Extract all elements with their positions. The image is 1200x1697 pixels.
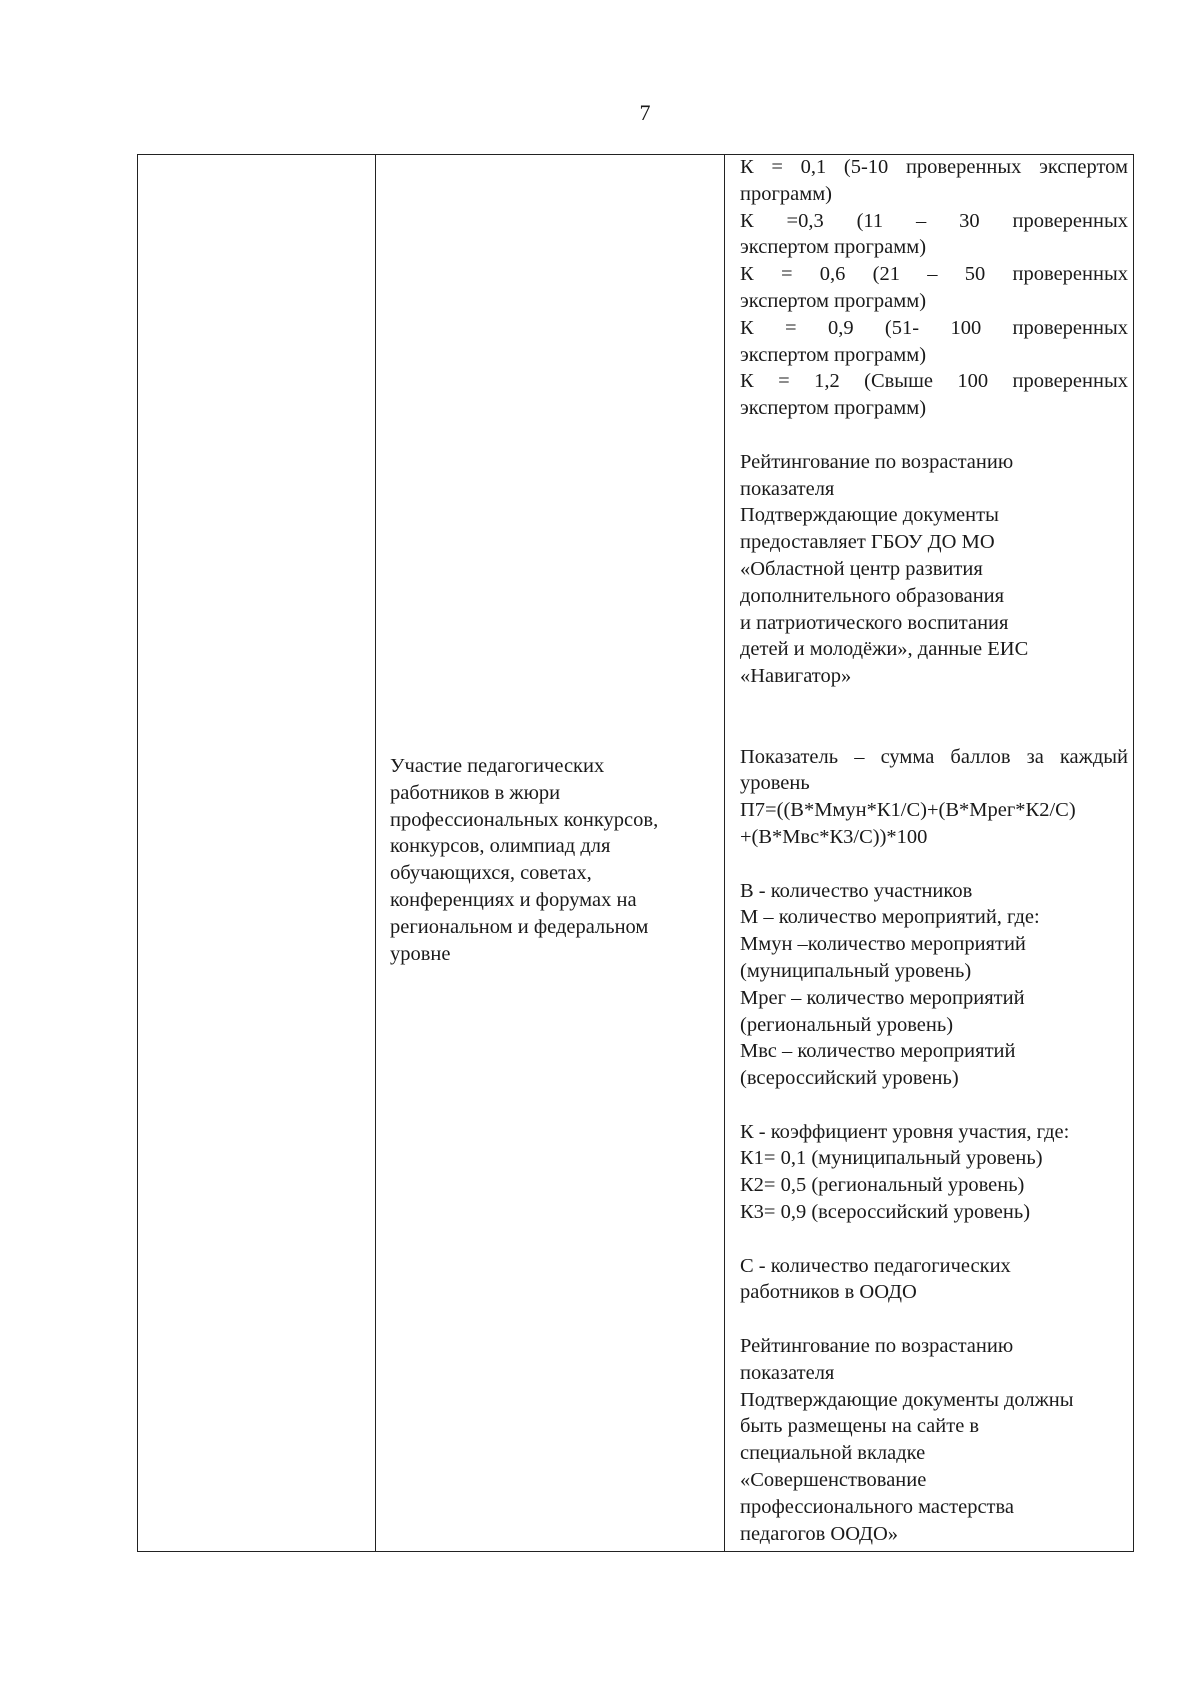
criteria-table	[137, 154, 1134, 1552]
column-divider-1	[375, 155, 376, 1551]
rating-line: Подтверждающие документы должны	[740, 1388, 1074, 1411]
criterion-line: конкурсов, олимпиад для	[390, 835, 611, 858]
criterion-cell	[390, 753, 730, 967]
indicator-line: уровень	[740, 772, 810, 795]
definition-line: М – количество мероприятий, где:	[740, 906, 1040, 929]
definition-line: (муниципальный уровень)	[740, 959, 972, 982]
methodology-cell	[738, 154, 1128, 1547]
definition-line: В - количество участников	[740, 879, 973, 902]
coefficient-line: К =0,3 (11 – 30 проверенных	[740, 209, 1128, 232]
coefficient-list	[740, 154, 1128, 422]
definitions-b-block	[740, 878, 1128, 1092]
criterion-line: Участие педагогических	[390, 755, 605, 777]
criterion-line: региональном и федеральном	[390, 915, 649, 938]
definition-line: (всероссийский уровень)	[740, 1067, 959, 1090]
coefficient-line: К = 0,1 (5-10 проверенных экспертом	[740, 156, 1128, 178]
rating-line: детей и молодёжи», данные ЕИС	[740, 638, 1029, 661]
rating-line: показателя	[740, 477, 835, 500]
definition-line: (региональный уровень)	[740, 1013, 954, 1036]
coefficient-line: экспертом программ)	[740, 397, 927, 420]
rating-line: профессионального мастерства	[740, 1495, 1015, 1518]
rating-line: предоставляет ГБОУ ДО МО	[740, 531, 995, 554]
page-number: 7	[639, 100, 651, 125]
definition-line: К2= 0,5 (региональный уровень)	[740, 1174, 1025, 1197]
rating-block-1	[740, 449, 1128, 690]
definition-line: К - коэффициент уровня участия, где:	[740, 1120, 1070, 1143]
definition-line: Мрег – количество мероприятий	[740, 986, 1025, 1009]
rating-block-2	[740, 1333, 1128, 1547]
coefficient-line: программ)	[740, 182, 832, 205]
rating-line: Рейтингование по возрастанию	[740, 1335, 1014, 1358]
coefficient-line: К = 1,2 (Свыше 100 проверенных	[740, 370, 1128, 393]
indicator-line: Показатель – сумма баллов за каждый	[740, 745, 1128, 768]
formula-line: +(В*Мвс*К3/С))*100	[740, 825, 928, 848]
rating-line: и патриотического воспитания	[740, 611, 1009, 634]
definition-line: Ммун –количество мероприятий	[740, 933, 1026, 956]
criterion-line: обучающихся, советах,	[390, 862, 592, 885]
criterion-line: конференциях и форумах на	[390, 888, 637, 911]
definition-line: К3= 0,9 (всероссийский уровень)	[740, 1201, 1031, 1224]
definitions-c-block	[740, 1253, 1128, 1307]
definition-line: С - количество педагогических	[740, 1254, 1011, 1277]
rating-line: дополнительного образования	[740, 584, 1005, 607]
criterion-line: работников в жюри	[390, 781, 561, 804]
coefficient-line: экспертом программ)	[740, 343, 927, 366]
rating-line: показателя	[740, 1361, 835, 1384]
definition-line: работников в ООДО	[740, 1281, 917, 1304]
criterion-line: уровне	[390, 942, 451, 965]
coefficient-line: К = 0,6 (21 – 50 проверенных	[740, 263, 1128, 286]
indicator-block	[740, 744, 1128, 851]
rating-line: Рейтингование по возрастанию	[740, 450, 1014, 473]
rating-line: педагогов ООДО»	[740, 1522, 899, 1545]
rating-line: Подтверждающие документы	[740, 504, 999, 527]
criterion-line: профессиональных конкурсов,	[390, 808, 659, 831]
definition-line: Мвс – количество мероприятий	[740, 1040, 1016, 1063]
coefficient-line: экспертом программ)	[740, 236, 927, 259]
definition-line: К1= 0,1 (муниципальный уровень)	[740, 1147, 1043, 1170]
rating-line: «Областной центр развития	[740, 557, 983, 580]
rating-line: быть размещены на сайте в	[740, 1415, 980, 1438]
rating-line: специальной вкладке	[740, 1442, 926, 1465]
rating-line: «Навигатор»	[740, 665, 852, 688]
coefficient-line: К = 0,9 (51- 100 проверенных	[740, 316, 1128, 339]
rating-line: «Совершенствование	[740, 1469, 927, 1492]
formula-line: П7=((В*Ммун*К1/С)+(В*Мрег*К2/С)	[740, 799, 1076, 822]
coefficient-line: экспертом программ)	[740, 289, 927, 312]
definitions-k-block	[740, 1119, 1128, 1226]
